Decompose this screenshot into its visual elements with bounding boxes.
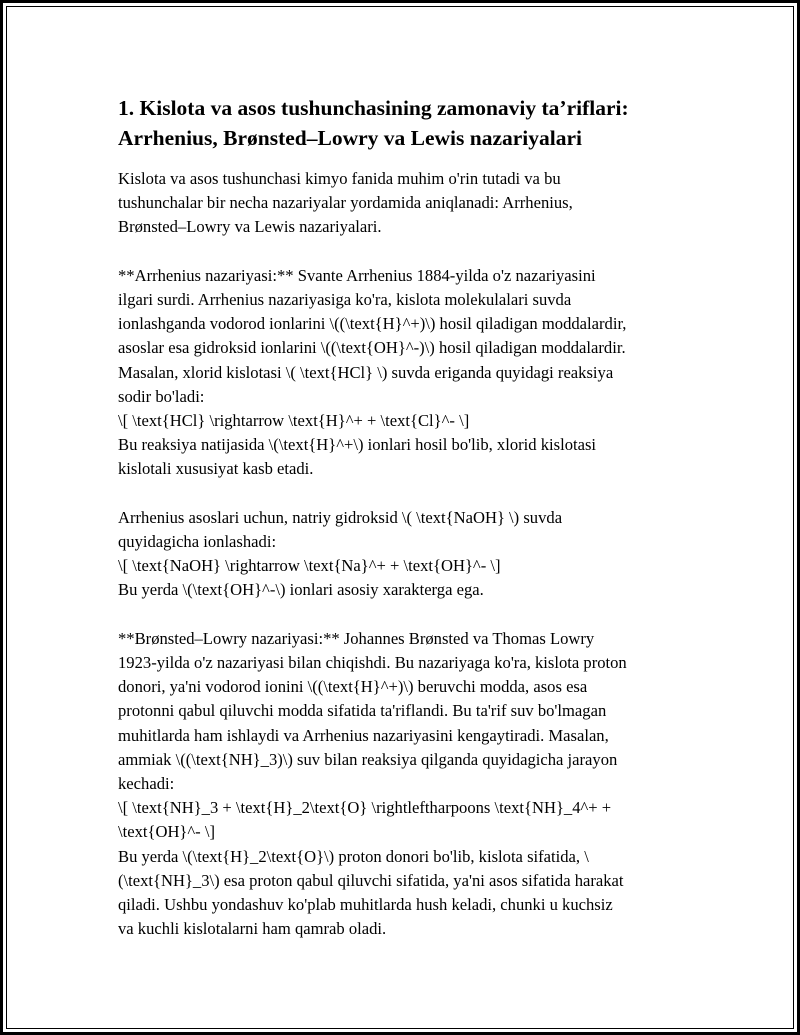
text-line: Kislota va asos tushunchasi kimyo fanida muhim o'rin tutadi va bu (118, 169, 561, 188)
heading-line: 1. Kislota va asos tushunchasining zamonaviy ta’riflari: (118, 96, 629, 120)
text-line: Bu reaksiya natijasida \(\text{H}^+\) ionlari hosil bo'lib, xlorid kislotasi (118, 435, 597, 455)
text-line: tushunchalar bir necha nazariyalar yordamida aniqlanadi: Arrhenius, (118, 193, 573, 213)
intro-paragraph (118, 167, 688, 240)
equation-line: \[ \text{HCl} \rightarrow \text{H}^+ + \text{Cl}^- \] (118, 411, 470, 431)
text-line: asoslar esa gidroksid ionlarini \((\text{OH}^-)\) hosil qiladigan moddalardir. (118, 338, 626, 358)
text-line: va kuchli kislotalarni ham qamrab oladi. (118, 919, 387, 939)
document-body (118, 93, 688, 941)
equation-line: \text{OH}^- \] (118, 822, 215, 842)
section-heading (118, 93, 688, 153)
text-line: Arrhenius asoslari uchun, natriy gidroksid \( \text{NaOH} \) suvda (118, 507, 563, 527)
text-line: Bu yerda \(\text{H}_2\text{O}\) proton donori bo'lib, kislota sifatida, \ (118, 846, 589, 866)
text-line: **Arrhenius nazariyasi:** Svante Arrhenius 1884-yilda o'z nazariyasini (118, 265, 596, 285)
paragraph-spacer (118, 482, 688, 506)
bronsted-paragraph (118, 627, 688, 942)
arrhenius-base-paragraph (118, 506, 688, 603)
text-line: kislotali xususiyat kasb etadi. (118, 459, 314, 479)
heading-line: Arrhenius, Brønsted–Lowry va Lewis nazariyalari (118, 126, 583, 150)
text-line: Brønsted–Lowry va Lewis nazariyalari. (118, 217, 382, 237)
text-line: quyidagicha ionlashadi: (118, 532, 277, 552)
text-line: qiladi. Ushbu yondashuv ko'plab muhitlarda hush keladi, chunki u kuchsiz (118, 895, 613, 915)
text-line: sodir bo'ladi: (118, 386, 205, 406)
text-line: ilgari surdi. Arrhenius nazariyasiga ko'ra, kislota molekulalari suvda (118, 290, 572, 309)
paragraph-spacer (118, 603, 688, 627)
text-line: donori, ya'ni vodorod ionini \((\text{H}^+)\) beruvchi modda, asos esa (118, 677, 588, 697)
text-line: 1923-yilda o'z nazariyasi bilan chiqishdi. Bu nazariyaga ko'ra, kislota proton (118, 653, 627, 673)
paragraph-spacer (118, 240, 688, 264)
equation-line: \[ \text{NaOH} \rightarrow \text{Na}^+ + \text{OH}^- \] (118, 556, 501, 576)
arrhenius-paragraph (118, 264, 688, 482)
equation-line: \[ \text{NH}_3 + \text{H}_2\text{O} \rightleftharpoons \text{NH}_4^+ + (118, 798, 612, 818)
text-line: protonni qabul qiluvchi modda sifatida ta'riflandi. Bu ta'rif suv bo'lmagan (118, 701, 607, 721)
text-line: Bu yerda \(\text{OH}^-\) ionlari asosiy xarakterga ega. (118, 580, 484, 600)
text-line: muhitlarda ham ishlaydi va Arrhenius nazariyasini kengaytiradi. Masalan, (118, 725, 609, 745)
text-line: (\text{NH}_3\) esa proton qabul qiluvchi sifatida, ya'ni asos sifatida harakat (118, 870, 624, 890)
text-line: ionlashganda vodorod ionlarini \((\text{H}^+)\) hosil qiladigan moddalardir, (118, 314, 627, 334)
text-line: kechadi: (118, 774, 175, 794)
text-line: Masalan, xlorid kislotasi \( \text{HCl} \) suvda eriganda quyidagi reaksiya (118, 362, 614, 382)
text-line: ammiak \((\text{NH}_3)\) suv bilan reaksiya qilganda quyidagicha jarayon (118, 749, 618, 769)
text-line: **Brønsted–Lowry nazariyasi:** Johannes Brønsted va Thomas Lowry (118, 628, 595, 648)
